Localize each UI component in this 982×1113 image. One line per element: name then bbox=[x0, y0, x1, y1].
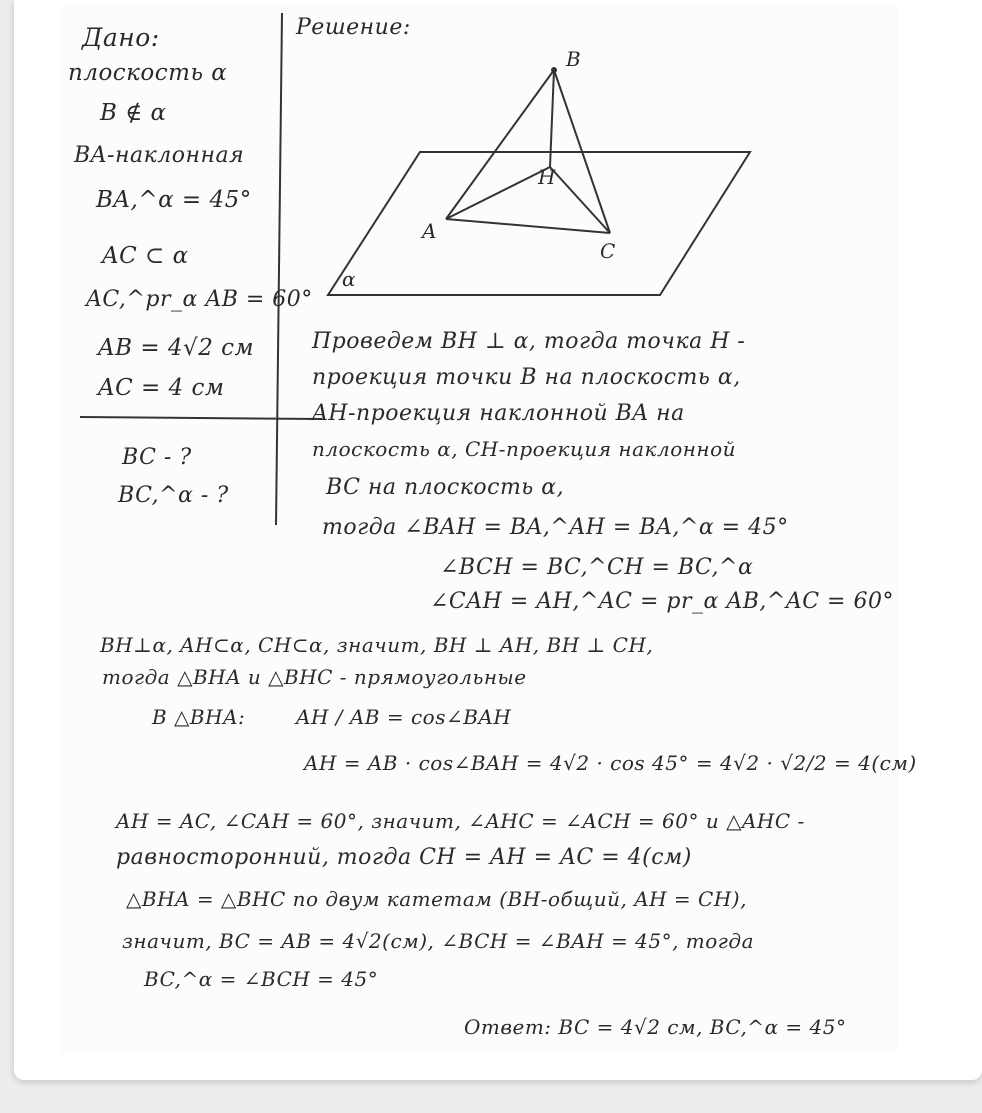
given-line: AC,^pr_α AB = 60° bbox=[86, 287, 313, 312]
edge-BA bbox=[446, 70, 554, 219]
solution-title: Решение: bbox=[296, 15, 411, 40]
solution-line: проекция точки B на плоскость α, bbox=[312, 365, 741, 390]
solution-line: AH-проекция наклонной BA на bbox=[312, 401, 685, 426]
solution-line: тогда △BHA и △BHC - прямоугольные bbox=[102, 665, 527, 689]
label-point-c: C bbox=[600, 239, 616, 263]
label-point-b: B bbox=[566, 47, 582, 71]
answer-line: Ответ: BC = 4√2 см, BC,^α = 45° bbox=[464, 1015, 847, 1039]
edge-AH bbox=[446, 167, 550, 219]
find-line: BC - ? bbox=[122, 445, 192, 470]
given-line: BA,^α = 45° bbox=[96, 187, 252, 213]
label-plane-alpha: α bbox=[342, 267, 357, 291]
solution-line: значит, BC = AB = 4√2(см), ∠BCH = ∠BAH = 45°, тогда bbox=[122, 929, 754, 953]
given-line: AC ⊂ α bbox=[102, 243, 189, 269]
solution-line: ∠BCH = BC,^CH = BC,^α bbox=[440, 555, 754, 580]
edge-AC bbox=[446, 219, 610, 233]
solution-line: AH / AB = cos∠BAH bbox=[296, 705, 512, 729]
solution-line: Проведем BH ⊥ α, тогда точка H - bbox=[312, 329, 746, 354]
handwritten-solution-sheet bbox=[60, 5, 917, 1053]
solution-line: AH = AB · cos∠BAH = 4√2 · cos 45° = 4√2 · √2/2 = 4(см) bbox=[304, 751, 917, 775]
solution-line: BH⊥α, AH⊂α, CH⊂α, значит, BH ⊥ AH, BH ⊥ CH, bbox=[100, 633, 654, 657]
given-line: BA-наклонная bbox=[74, 143, 245, 168]
given-line: AB = 4√2 см bbox=[98, 335, 255, 361]
label-point-h: H bbox=[538, 165, 556, 189]
given-line: плоскость α bbox=[68, 60, 228, 86]
edge-HC bbox=[550, 167, 610, 233]
find-line: BC,^α - ? bbox=[118, 483, 229, 508]
given-line: AC = 4 см bbox=[98, 375, 225, 401]
solution-line: BC,^α = ∠BCH = 45° bbox=[144, 967, 379, 991]
solution-line: плоскость α, CH-проекция наклонной bbox=[312, 437, 737, 461]
solution-line: В △BHA: bbox=[152, 705, 246, 729]
given-find-divider bbox=[80, 417, 322, 419]
solution-line: △BHA = △BHC по двум катетам (BH-общий, AH = CH), bbox=[126, 887, 747, 911]
solution-line: равносторонний, тогда CH = AH = AC = 4(см) bbox=[116, 845, 692, 870]
point-B bbox=[551, 67, 557, 73]
image-card bbox=[14, 0, 982, 1080]
solution-line: тогда ∠BAH = BA,^AH = BA,^α = 45° bbox=[322, 515, 789, 540]
label-point-a: A bbox=[422, 219, 437, 243]
given-title: Дано: bbox=[82, 23, 160, 52]
solution-line: AH = AC, ∠CAH = 60°, значит, ∠AHC = ∠ACH = 60° и △AHC - bbox=[116, 809, 805, 833]
solution-line: ∠CAH = AH,^AC = pr_α AB,^AC = 60° bbox=[430, 589, 894, 614]
solution-line: BC на плоскость α, bbox=[326, 475, 565, 500]
given-vertical-divider bbox=[276, 13, 282, 525]
given-line: B ∉ α bbox=[100, 100, 167, 126]
